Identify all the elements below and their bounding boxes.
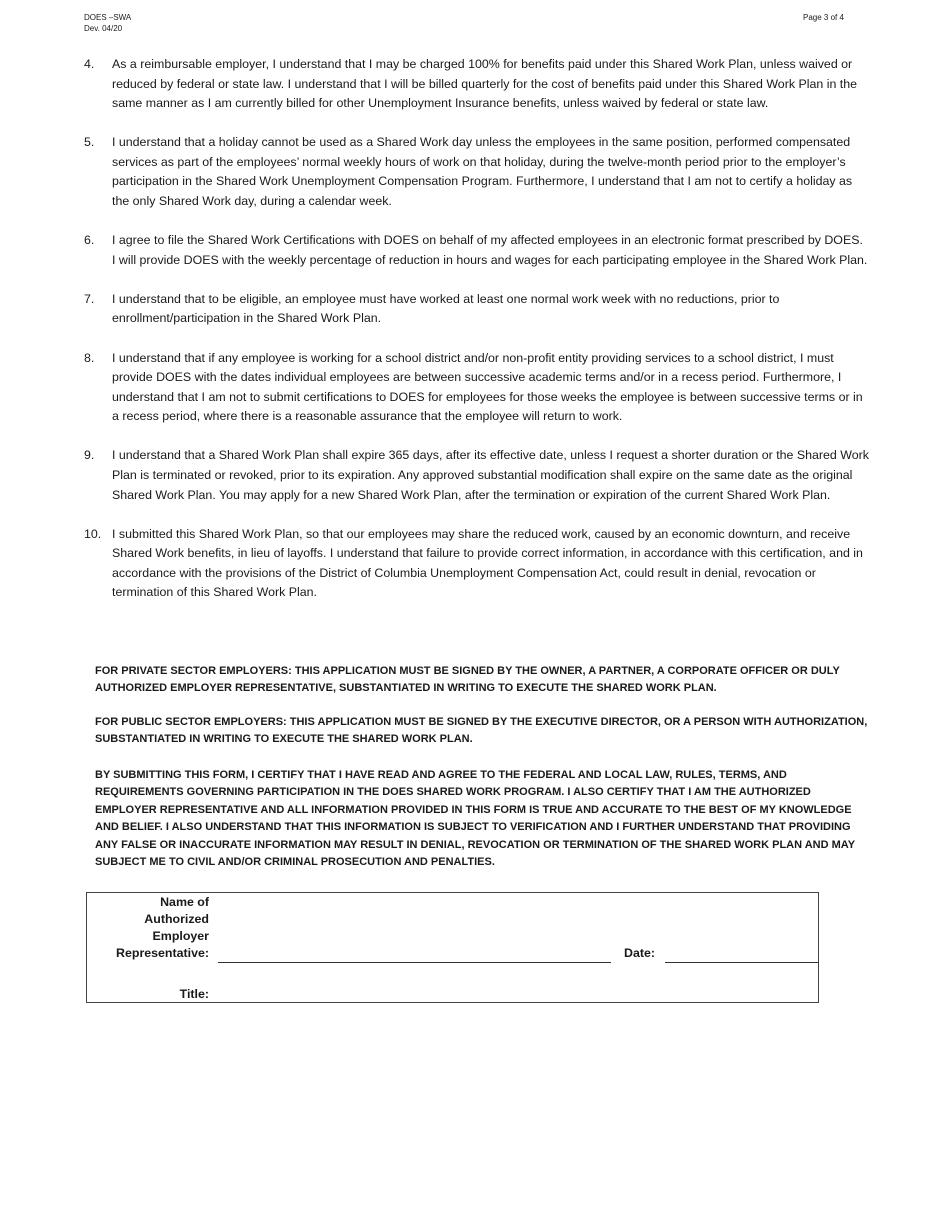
item-text: I submitted this Shared Work Plan, so that our employees may share the reduced work, caused by an economic downturn, and receive Shared Work benefits, in lieu of layoffs. I understand that failure to provide correct information, in accordance with this certification, and in accordance with the provisions of the District of Columbia Unemployment Compensation Act, could result in denial, revocation or termination of this Shared Work Plan. (112, 526, 863, 600)
title-label: Title: (179, 987, 209, 1001)
item-text: I agree to file the Shared Work Certifications with DOES on behalf of my affected employees in an electronic format prescribed by DOES. I will provide DOES with the weekly percentage of reduction in hours and wages for each participating employee in the Shared Work Plan. (112, 233, 868, 267)
item-text: As a reimbursable employer, I understand that I may be charged 100% for benefits paid under this Shared Work Plan, unless waived or reduced by federal or state law. I understand that I will be billed quarterly for the cost of benefits paid under this Shared Work Plan in the same manner as I am currently billed for other Unemployment Insurance benefits, unless waived by federal or state law. (112, 57, 858, 111)
item-text: I understand that if any employee is working for a school district and/or non-profit entity providing services to a school district, I must provide DOES with the dates individual employees are between successive academic terms and/or in a recess period. Furthermore, I understand that I am not to submit certifications to DOES for employees for those weeks the employee is between successive terms or in a recess period, where there is a reasonable assurance that the employee will return to work. (112, 350, 863, 424)
list-item (84, 446, 869, 505)
list-item (84, 55, 869, 114)
terms-list (84, 55, 869, 623)
date-label: Date: (624, 946, 655, 960)
name-label: Name of Authorized Employer Representative: (116, 895, 209, 960)
item-number: 4. (84, 57, 95, 71)
list-item (84, 290, 869, 329)
list-item (84, 525, 869, 603)
item-text: I understand that a holiday cannot be used as a Shared Work day unless the employees in the same position, performed compensated services as part of the employees’ normal weekly hours of work on that holiday, during the twelve-month period prior to the employer’s participation in the Shared Work Unemployment Compensation Program. Furthermore, I understand that I am not to certify a holiday as the only Shared Work day, during a calendar week. (112, 135, 853, 209)
item-number: 10. (84, 526, 102, 541)
item-number: 6. (84, 233, 95, 248)
item-text: I understand that a Shared Work Plan shall expire 365 days, after its effective date, unless I request a shorter duration or the Shared Work Plan is terminated or revoked, prior to its expiration. Any approved substantial modification shall expire on the same date as the original Shared Work Plan. You may apply for a new Shared Work Plan, after the termination or expiration of the current Shared Work Plan. (112, 448, 869, 502)
form-id: DOES –SWA (84, 13, 132, 22)
item-number: 8. (84, 350, 95, 365)
public-sector-notice: FOR PUBLIC SECTOR EMPLOYERS: THIS APPLICATION MUST BE SIGNED BY THE EXECUTIVE DIRECTOR, OR A PERSON WITH AUTHORIZATION, SUBSTANTIATED IN WRITING TO EXECUTE THE SHARED WORK PLAN. (95, 716, 868, 746)
page-number: Page 3 of 4 (803, 13, 844, 22)
private-sector-notice: FOR PRIVATE SECTOR EMPLOYERS: THIS APPLICATION MUST BE SIGNED BY THE OWNER, A PARTNER, A CORPORATE OFFICER OR DULY AUTHORIZED EMPLOYER REPRESENTATIVE, SUBSTANTIATED IN WRITING TO EXECUTE THE SHARED WORK PLAN. (95, 665, 840, 695)
item-number: 9. (84, 448, 95, 463)
form-revision: Dev. 04/20 (84, 24, 123, 33)
item-number: 5. (84, 135, 95, 150)
certification-statement: BY SUBMITTING THIS FORM, I CERTIFY THAT I HAVE READ AND AGREE TO THE FEDERAL AND LOCAL LAW, RULES, TERMS, AND REQUIREMENTS GOVERNING PARTICIPATION IN THE DOES SHARED WORK PROGRAM. I ALSO CERTIFY THAT I AM THE AUTHORIZED EMPLOYER REPRESENTATIVE AND ALL INFORMATION PROVIDED IN THIS FORM IS TRUE AND ACCURATE TO THE BEST OF MY KNOWLEDGE AND BELIEF. I ALSO UNDERSTAND THAT THIS INFORMATION IS SUBJECT TO VERIFICATION AND I FURTHER UNDERSTAND THAT PROVIDING ANY FALSE OR INACCURATE INFORMATION MAY RESULT IN DENIAL, REVOCATION OR TERMINATION OF THE SHARED WORK PLAN AND MAY SUBJECT ME TO CIVIL AND/OR CRIMINAL PROSECUTION AND PENALTIES. (95, 769, 855, 869)
list-item (84, 349, 869, 427)
header-form-id-block (84, 12, 131, 34)
date-line[interactable] (665, 962, 819, 963)
item-number: 7. (84, 291, 95, 306)
list-item (84, 231, 869, 270)
list-item (84, 133, 869, 211)
item-text: I understand that to be eligible, an employee must have worked at least one normal work week with no reductions, prior to enrollment/participation in the Shared Work Plan. (112, 291, 780, 326)
name-signature-line[interactable] (218, 962, 611, 963)
signature-box (86, 892, 819, 1003)
